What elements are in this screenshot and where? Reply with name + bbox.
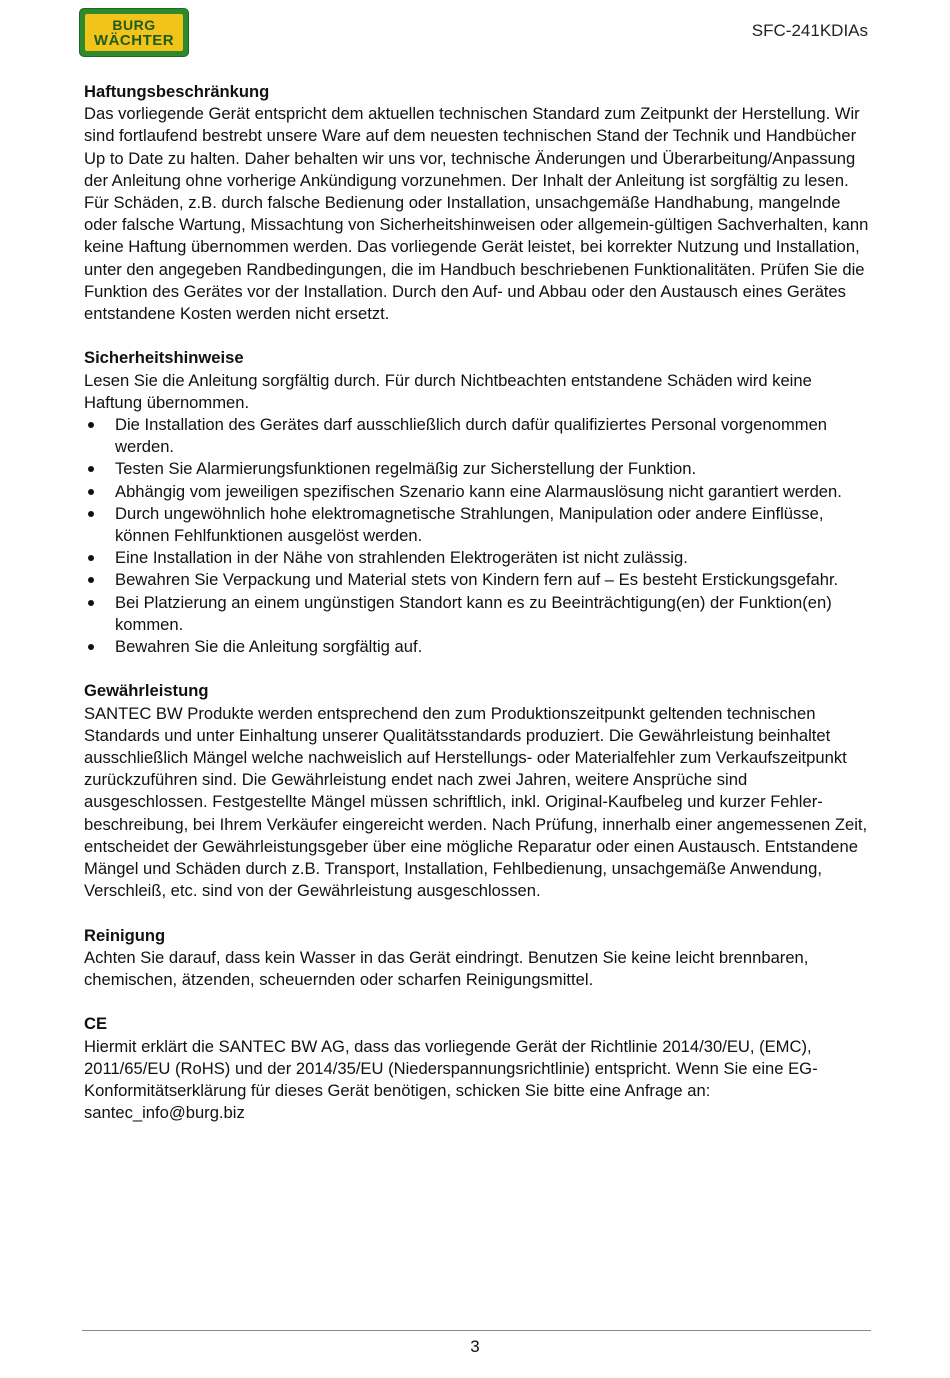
section-title-sicherheit: Sicherheitshinweise [84,348,244,368]
section-haftungsbeschraenkung [84,81,874,325]
section-title-haftung: Haftungsbeschränkung [84,82,270,101]
sicherheit-intro: Lesen Sie die Anleitung sorgfältig durch. Für durch Nichtbeachten entstandene Schäden wird keine Haftung übernommen. [84,370,812,412]
model-number: SFC-241KDIAs [751,21,868,40]
list-item: Bewahren Sie Verpackung und Material stets von Kindern fern auf – Es besteht Erstickungsgefahr. [84,569,874,591]
logo-badge [85,14,183,51]
list-item: Bewahren Sie die Anleitung sorgfältig auf. [84,636,874,658]
list-item: Testen Sie Alarmierungsfunktionen regelmäßig zur Sicherstellung der Funktion. [84,458,874,480]
safety-bullet-list [84,414,874,658]
section-title-ce: CE [84,1014,108,1034]
footer-divider [82,1330,871,1331]
list-item: Abhängig vom jeweiligen spezifischen Szenario kann eine Alarmauslösung nicht garantiert werden. [84,481,874,503]
list-item: Durch ungewöhnlich hohe elektromagnetische Strahlungen, Manipulation oder andere Einflüsse, können Fehlfunktionen ausgelöst werden. [84,503,874,547]
haftung-paragraph-1: Das vorliegende Gerät entspricht dem aktuellen technischen Standard zum Zeitpunkt der Herstellung. Wir sind fortlaufend bestrebt unsere Ware auf dem neuesten technischen Stand der Technik und Handbücher Up to Date zu halten. Daher behalten wir uns vor, technische Änderungen und Überarbeitung/Anpassung der Anleitung ohne vorherige Ankündigung vorzunehmen. Der Inhalt der Anleitung ist sorgfältig zu lesen. [84,104,860,190]
gewaehrleistung-paragraph: SANTEC BW Produkte werden entsprechend den zum Produktionszeitpunkt geltenden technischen Standards und unter Einhaltung unserer Qualitätsstandards produziert. Die Gewährleistung beinhaltet ausschließlich Mängel welche nachweislich auf Herstellungs- oder Materialfehler zum Verkaufszeitpunkt zurückzuführen sind. Die Gewährleistung endet nach zwei Jahren, weitere Ansprüche sind ausgeschlossen. Festgestellte Mängel müssen schriftlich, inkl. Original-Kaufbeleg und kurzer Fehler-beschreibung, bei Ihrem Verkäufer eingereicht werden. Nach Prüfung, innerhalb einer angemessenen Zeit, entscheidet der Gewährleistungsgeber über eine mögliche Reparatur oder einen Austausch. Entstandene Mängel und Schäden durch z.B. Transport, Installation, Fehlbedienung, unsachgemäße Anwendung, Verschleiß, etc. sind von der Gewährleistung ausgeschlossen. [84,703,868,901]
list-item: Bei Platzierung an einem ungünstigen Standort kann es zu Beeinträchtigung(en) der Funktion(en) kommen. [84,592,874,636]
page-number: 3 [470,1337,480,1356]
logo-text-bottom: WÄCHTER [93,31,175,49]
section-gewaehrleistung [84,680,874,902]
section-title-gewaehrleistung: Gewährleistung [84,681,209,701]
list-item: Eine Installation in der Nähe von strahlenden Elektrogeräten ist nicht zulässig. [84,547,874,569]
list-item: Die Installation des Gerätes darf ausschließlich durch dafür qualifiziertes Personal vorgenommen werden. [84,414,874,458]
ce-paragraph: Hiermit erklärt die SANTEC BW AG, dass das vorliegende Gerät der Richtlinie 2014/30/EU, (EMC), 2011/65/EU (RoHS) und der 2014/35/EU (Niederspannungsrichtlinie) entspricht. Wenn Sie eine EG-Konformitätserklärung für dieses Gerät benötigen, schicken Sie bitte eine Anfrage an: santec_info@burg.biz [84,1036,818,1123]
burg-waechter-logo [79,8,189,57]
section-sicherheitshinweise [84,347,874,658]
logo-text-top: BURG [112,16,156,33]
section-reinigung [84,925,874,992]
haftung-paragraph-2: Für Schäden, z.B. durch falsche Bedienung oder Installation, unsachgemäße Handhabung, mangelnde oder falsche Wartung, Missachtung von Sicherheitshinweisen oder allgemein-gültigen Sachverhalten, kann keine Haftung übernommen werden. Das vorliegende Gerät leistet, bei korrekter Nutzung und Installation, unter den angegeben Randbedingungen, die im Handbuch beschriebenen Funktionalitäten. Prüfen Sie die Funktion des Gerätes vor der Installation. Durch den Auf- und Abbau oder den Austausch eines Gerätes entstandene Kosten werden nicht ersetzt. [84,193,869,324]
section-ce [84,1013,874,1124]
document-body [84,81,874,1124]
section-title-reinigung: Reinigung [84,925,166,945]
reinigung-paragraph: Achten Sie darauf, dass kein Wasser in das Gerät eindringt. Benutzen Sie keine leicht brennbaren, chemischen, ätzenden, scheuernden oder scharfen Reinigungsmittel. [84,947,809,990]
